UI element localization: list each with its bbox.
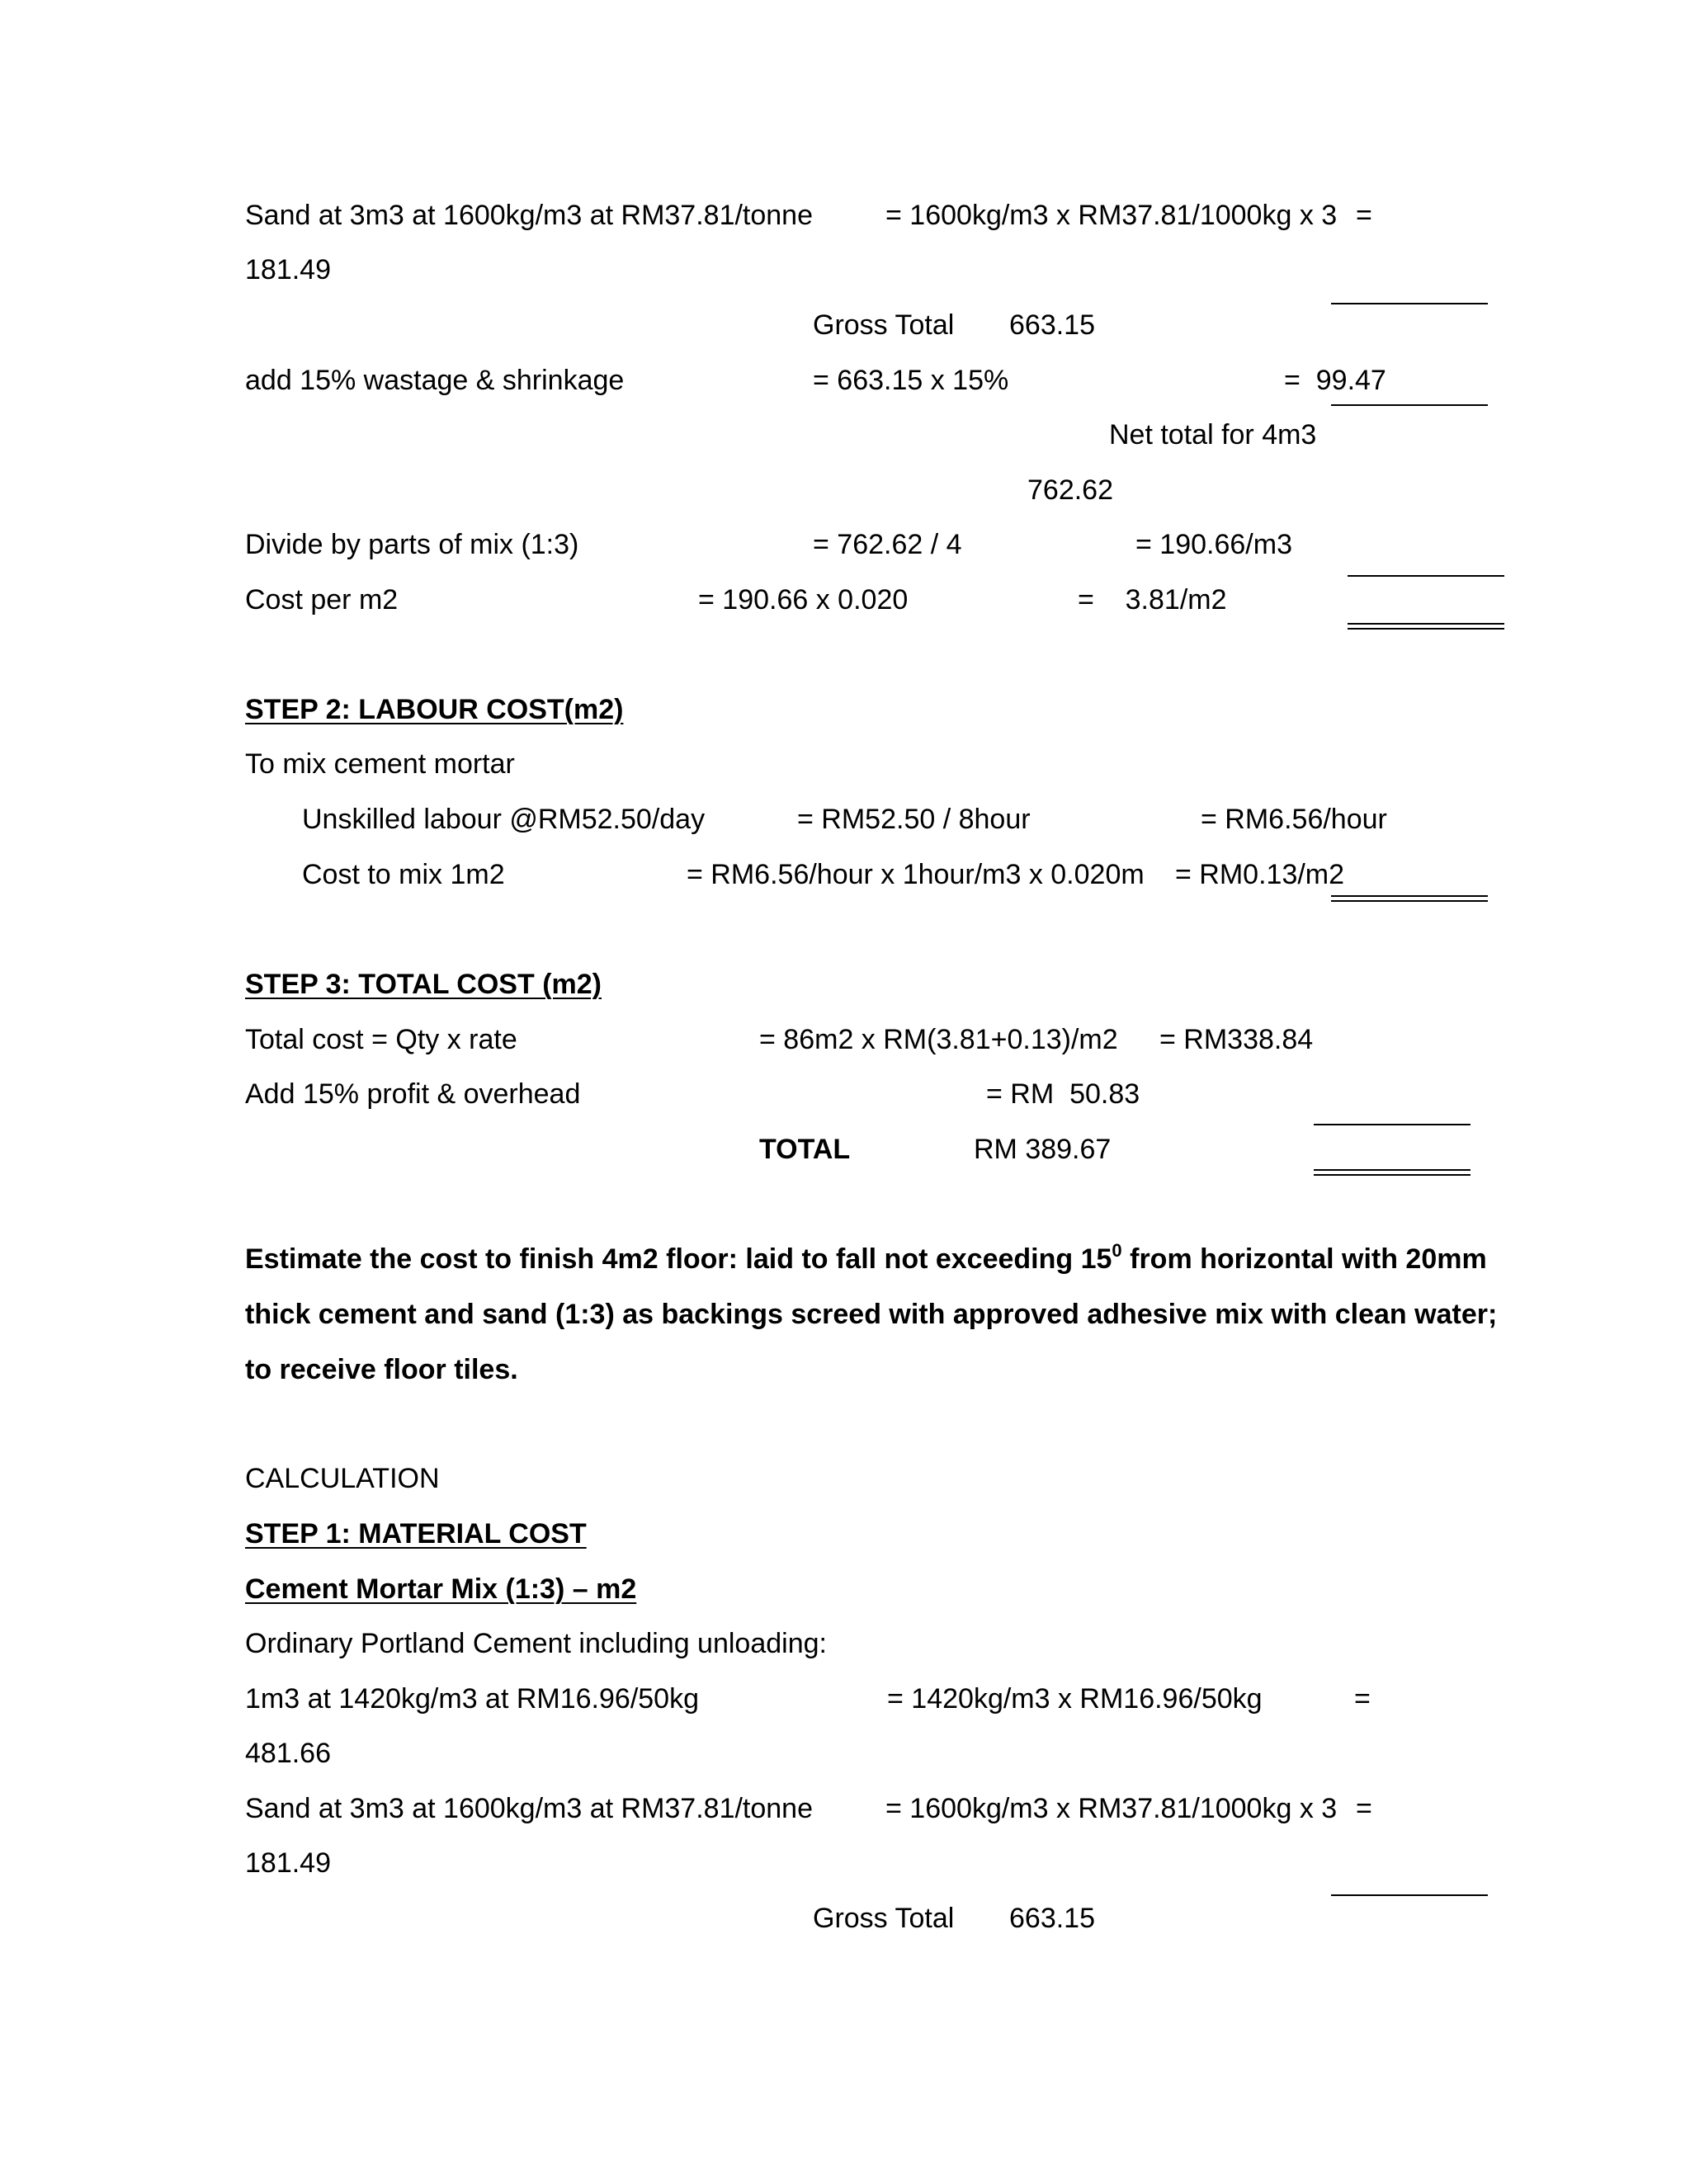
mix1-double-rule <box>1331 895 1488 902</box>
mix1-label: Cost to mix 1m2 <box>302 859 505 890</box>
wastage-formula: = 663.15 x 15% <box>813 365 1009 396</box>
net-total-label: Net total for 4m3 <box>1109 419 1317 450</box>
calc-gross-value: 663.15 <box>1009 1903 1095 1934</box>
step3-heading: STEP 3: TOTAL COST (m2) <box>245 969 602 1000</box>
sand-label: Sand at 3m3 at 1600kg/m3 at RM37.81/tonne <box>245 200 814 231</box>
calc-sand-formula: = 1600kg/m3 x RM37.81/1000kg x 3 <box>885 1793 1338 1824</box>
calc-gross-label: Gross Total <box>813 1903 955 1934</box>
sand-formula: = 1600kg/m3 x RM37.81/1000kg x 3 <box>885 200 1338 231</box>
divide-label: Divide by parts of mix (1:3) <box>245 529 579 560</box>
grand-total-value: RM 389.67 <box>974 1134 1112 1165</box>
grand-total-label: TOTAL <box>759 1134 851 1165</box>
mix1-formula: = RM6.56/hour x 1hour/m3 x 0.020m <box>687 859 1145 890</box>
subtotal-rule <box>1331 303 1488 304</box>
total-cost-label: Total cost = Qty x rate <box>245 1024 517 1055</box>
calc-subtotal-rule <box>1331 1894 1488 1896</box>
net-total-value: 762.62 <box>1027 474 1113 506</box>
task-line-1 <box>245 1240 1487 1276</box>
cost-per-m2-label: Cost per m2 <box>245 584 399 616</box>
task-line-1a: Estimate the cost to finish 4m2 floor: laid to fall not exceeding 15 <box>245 1243 1112 1275</box>
unskilled-formula: = RM52.50 / 8hour <box>797 804 1031 835</box>
sand-value: 181.49 <box>245 254 331 285</box>
unskilled-label: Unskilled labour @RM52.50/day <box>302 804 706 835</box>
unskilled-result: = RM6.56/hour <box>1201 804 1387 835</box>
grand-total-double-rule <box>1314 1169 1470 1176</box>
opc-line: Ordinary Portland Cement including unloading: <box>245 1628 827 1659</box>
total-cost-formula: = 86m2 x RM(3.81+0.13)/m2 <box>759 1024 1118 1055</box>
calc-sand-value: 181.49 <box>245 1847 331 1879</box>
profit-result: = RM 50.83 <box>986 1078 1140 1110</box>
total-cost-result: = RM338.84 <box>1159 1024 1314 1055</box>
wastage-rule <box>1331 404 1488 406</box>
task-line-3: to receive floor tiles. <box>245 1354 518 1385</box>
cost-per-m2-double-rule <box>1348 623 1504 630</box>
task-line-2: thick cement and sand (1:3) as backings screed with approved adhesive mix with clean water; <box>245 1299 1498 1330</box>
degree-superscript: 0 <box>1112 1240 1122 1261</box>
calc-sand-label: Sand at 3m3 at 1600kg/m3 at RM37.81/tonne <box>245 1793 814 1824</box>
wastage-label: add 15% wastage & shrinkage <box>245 365 625 396</box>
divide-rule <box>1348 575 1504 577</box>
calculation-title: CALCULATION <box>245 1463 440 1494</box>
cost-per-m2-formula: = 190.66 x 0.020 <box>698 584 909 616</box>
gross-total-value: 663.15 <box>1009 309 1095 341</box>
step1-heading: STEP 1: MATERIAL COST <box>245 1518 587 1550</box>
profit-label: Add 15% profit & overhead <box>245 1078 581 1110</box>
cement-equals: = <box>1354 1683 1371 1715</box>
divide-result: = 190.66/m3 <box>1135 529 1292 560</box>
task-line-1b: from horizontal with 20mm <box>1121 1243 1487 1275</box>
divide-formula: = 762.62 / 4 <box>813 529 962 560</box>
mix-cement-line: To mix cement mortar <box>245 748 515 780</box>
calc-sand-equals: = <box>1356 1793 1372 1824</box>
cement-value: 481.66 <box>245 1738 331 1769</box>
step2-heading: STEP 2: LABOUR COST(m2) <box>245 694 624 725</box>
gross-total-label: Gross Total <box>813 309 955 341</box>
cement-formula: = 1420kg/m3 x RM16.96/50kg <box>887 1683 1263 1715</box>
mortar-mix-heading: Cement Mortar Mix (1:3) – m2 <box>245 1573 637 1605</box>
cement-label: 1m3 at 1420kg/m3 at RM16.96/50kg <box>245 1683 699 1715</box>
cost-per-m2-result: = 3.81/m2 <box>1078 584 1227 616</box>
mix1-result: = RM0.13/m2 <box>1175 859 1345 890</box>
sand-equals: = <box>1356 200 1372 231</box>
profit-rule <box>1314 1124 1470 1125</box>
wastage-result: = 99.47 <box>1284 365 1386 396</box>
